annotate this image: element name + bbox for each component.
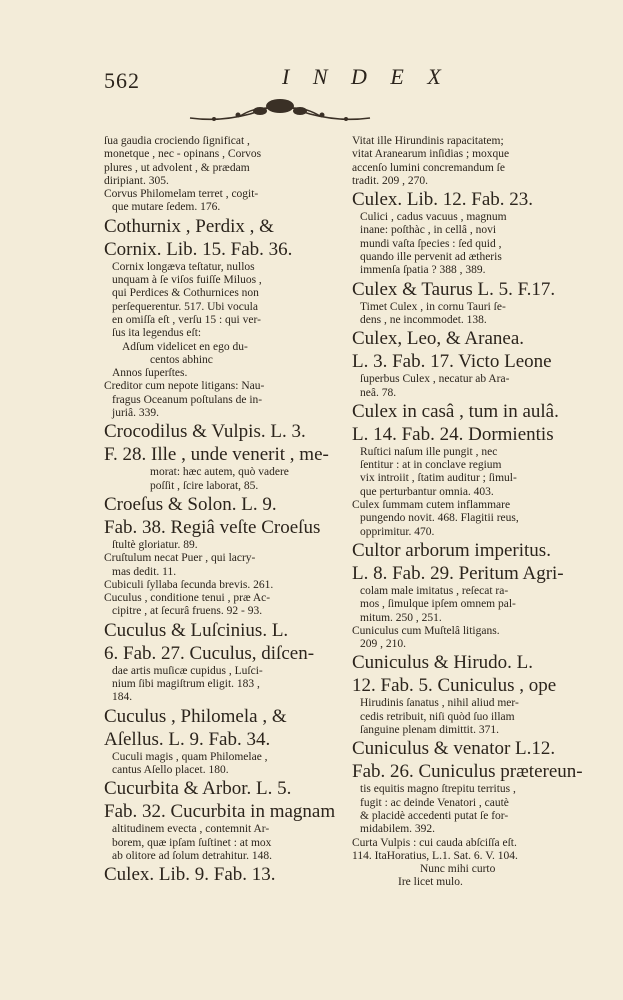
left-entry-heading-line: Crocodilus & Vulpis. L. 3.: [104, 421, 306, 443]
left-entry-heading-line: Aſellus. L. 9. Fab. 34.: [104, 728, 271, 750]
left-entry-heading-line: 6. Fab. 27. Cuculus, diſcen-: [104, 642, 315, 664]
left-entry-heading-line: Croeſus & Solon. L. 9.: [104, 493, 277, 515]
right-text-line: Cuniculus cum Muſtelâ litigans.: [352, 624, 500, 637]
left-text-line: perſequerentur. 517. Ubi vocula: [112, 300, 258, 313]
right-text-line: opprimitur. 470.: [360, 525, 435, 538]
left-text-line: juriâ. 339.: [112, 407, 159, 420]
left-text-line: cipitre , at ſecurâ fruens. 92 - 93.: [112, 605, 263, 618]
running-header: I N D E X: [282, 64, 450, 89]
left-entry-heading-line: Fab. 38. Regiâ veſte Croeſus: [104, 516, 321, 538]
left-entry-heading-line: Cucurbita & Arbor. L. 5.: [104, 778, 292, 800]
left-text-line: centos abhinc: [150, 353, 213, 366]
right-entry-heading-line: L. 14. Fab. 24. Dormientis: [352, 423, 554, 445]
right-entry-heading-line: L. 8. Fab. 29. Peritum Agri-: [352, 562, 564, 584]
left-text-line: mas dedit. 11.: [112, 565, 177, 578]
right-entry-heading-line: Culex. Lib. 12. Fab. 23.: [352, 189, 534, 211]
left-text-line: dae artis muſicæ cupidus , Luſci-: [112, 664, 263, 677]
left-text-line: Creditor cum nepote litigans: Nau-: [104, 380, 265, 393]
right-text-line: tradit. 209 , 270.: [352, 174, 429, 187]
right-text-line: neâ. 78.: [360, 386, 397, 399]
right-entry-heading-line: L. 3. Fab. 17. Victo Leone: [352, 351, 552, 373]
left-text-line: unquam à ſe viſos fuiſſe Miluos ,: [112, 274, 262, 287]
left-entry-heading-line: Cuculus , Philomela , &: [104, 705, 287, 727]
right-text-line: Ruſtici naſum ille pungit , nec: [360, 445, 498, 458]
right-text-line: 209 , 210.: [360, 638, 406, 651]
right-text-line: fugit : ac deinde Venatori , cautè: [360, 796, 509, 809]
right-text-line: dens , ne incommodet. 138.: [360, 313, 487, 326]
left-entry-heading-line: Culex. Lib. 9. Fab. 13.: [104, 864, 276, 886]
right-column: [352, 135, 600, 890]
right-text-line: inane: poſthàc , in cellâ , novi: [360, 224, 497, 237]
left-text-line: Cruſtulum necat Puer , qui lacry-: [104, 552, 256, 565]
left-column: [104, 135, 352, 886]
right-entry-heading-line: Culex in casâ , tum in aulâ.: [352, 400, 559, 422]
left-text-line: nium ſibi magiſtrum eligit. 183 ,: [112, 678, 260, 691]
right-text-line: ſentitur : at in conclave regium: [360, 459, 502, 472]
left-text-line: ab olitore ad ſolum detrahitur. 148.: [112, 849, 273, 862]
left-text-line: Cubiculi ſyllaba ſecunda brevis. 261.: [104, 578, 274, 591]
right-text-line: colam male imitatus , reſecat ra-: [360, 584, 509, 597]
right-text-line: Ire licet mulo.: [398, 876, 463, 889]
left-text-line: qui Perdices & Cothurnices non: [112, 287, 259, 300]
right-text-line: Vitat ille Hirundinis rapacitatem;: [352, 135, 504, 147]
decorative-ornament-icon: [180, 88, 380, 128]
right-text-line: pungendo novit. 468. Flagitii reus,: [360, 512, 519, 525]
left-text-line: Adſum videlicet en ego du-: [122, 340, 248, 353]
right-entry-heading-line: Fab. 26. Cuniculus prætereun-: [352, 761, 583, 783]
left-text-line: Cuculus , conditione tenui , præ Ac-: [104, 592, 271, 605]
left-text-line: Corvus Philomelam terret , cogit-: [104, 188, 259, 201]
left-entry-heading-line: Cothurnix , Perdix , &: [104, 215, 274, 237]
right-entry-heading-line: Culex & Taurus L. 5. F.17.: [352, 278, 556, 300]
left-text-line: Cuculi magis , quam Philomelae ,: [112, 750, 268, 763]
right-text-line: midabilem. 392.: [360, 823, 436, 836]
right-text-line: ſuperbus Culex , necatur ab Ara-: [360, 373, 510, 386]
right-text-line: Curta Vulpis : cui cauda abſciſſa eſt.: [352, 836, 517, 849]
left-text-line: fragus Oceanum poſtulans de in-: [112, 393, 263, 406]
right-entry-heading-line: Cuniculus & Hirudo. L.: [352, 652, 534, 674]
right-text-line: vix introiit , ſtatim auditur ; ſimul-: [360, 472, 517, 485]
right-text-line: Hirudinis ſanatus , nihil aliud mer-: [360, 697, 519, 710]
left-text-line: cantus Aſello placet. 180.: [112, 763, 229, 776]
left-text-line: 184.: [112, 691, 133, 704]
right-text-line: mos , ſimulque ipſem omnem pal-: [360, 598, 516, 611]
right-text-line: ſanguine plenam dimittit. 371.: [360, 724, 499, 737]
left-text-line: borem, quæ ipſam ſuſtinet : at mox: [112, 836, 272, 849]
right-text-line: 114. ItaHoratius, L.1. Sat. 6. V. 104.: [352, 849, 518, 862]
right-text-line: que perturbantur omnia. 403.: [360, 485, 494, 498]
left-text-line: ſus ita legendus eſt:: [112, 327, 202, 340]
left-text-line: que mutare ſedem. 176.: [112, 201, 221, 214]
right-entry-heading-line: 12. Fab. 5. Cuniculus , ope: [352, 675, 557, 697]
left-entry-heading-line: F. 28. Ille , unde venerit , me-: [104, 444, 329, 466]
right-text-line: vitat Aranearum inſidias ; moxque: [352, 148, 510, 161]
right-text-line: Timet Culex , in cornu Tauri ſe-: [360, 300, 506, 313]
left-text-line: diripiant. 305.: [104, 174, 169, 187]
right-text-line: immenſa ſpatia ? 388 , 389.: [360, 264, 486, 277]
left-text-line: Annos ſuperſtes.: [112, 367, 188, 380]
right-text-line: Culex ſummam cutem inflammare: [352, 499, 511, 512]
left-text-line: morat: hæc autem, quò vadere: [150, 466, 289, 479]
right-text-line: quando ille pervenit ad ætheris: [360, 251, 502, 264]
left-text-line: en omiſſa eſt , verſu 15 : qui ver-: [112, 313, 261, 326]
left-text-line: ſua gaudia crociendo ſignificat ,: [104, 135, 250, 147]
left-text-line: poſſit , ſcire laborat, 85.: [150, 479, 259, 492]
right-text-line: mitum. 250 , 251.: [360, 611, 442, 624]
right-text-line: Nunc mihi curto: [420, 863, 496, 876]
left-entry-heading-line: Fab. 32. Cucurbita in magnam: [104, 801, 336, 823]
left-text-line: ſtultè gloriatur. 89.: [112, 538, 198, 551]
left-entry-heading-line: Cuculus & Luſcinius. L.: [104, 619, 289, 641]
right-text-line: Culici , cadus vacuus , magnum: [360, 211, 507, 224]
right-text-line: mundi vaſta ſpecies : ſed quid ,: [360, 237, 502, 250]
left-text-line: altitudinem evecta , contemnit Ar-: [112, 823, 270, 836]
right-entry-heading-line: Cuniculus & venator L.12.: [352, 738, 556, 760]
left-text-line: monetque , nec - opinans , Corvos: [104, 148, 262, 161]
right-text-line: & placidè accedenti putat ſe for-: [360, 809, 509, 822]
right-text-line: tis equitis magno ſtrepitu territus ,: [360, 783, 516, 796]
page-number: 562: [104, 68, 140, 93]
left-text-line: Cornix longæva teſtatur, nullos: [112, 260, 255, 273]
right-text-line: cedis retribuit, niſi quòd ſuo illam: [360, 710, 515, 723]
left-entry-heading-line: Cornix. Lib. 15. Fab. 36.: [104, 238, 293, 260]
left-text-line: plures , ut advolent , & prædam: [104, 161, 250, 174]
right-text-line: accenſo lumini concremandum ſe: [352, 161, 505, 174]
right-entry-heading-line: Culex, Leo, & Aranea.: [352, 328, 525, 350]
right-entry-heading-line: Cultor arborum imperitus.: [352, 539, 551, 561]
